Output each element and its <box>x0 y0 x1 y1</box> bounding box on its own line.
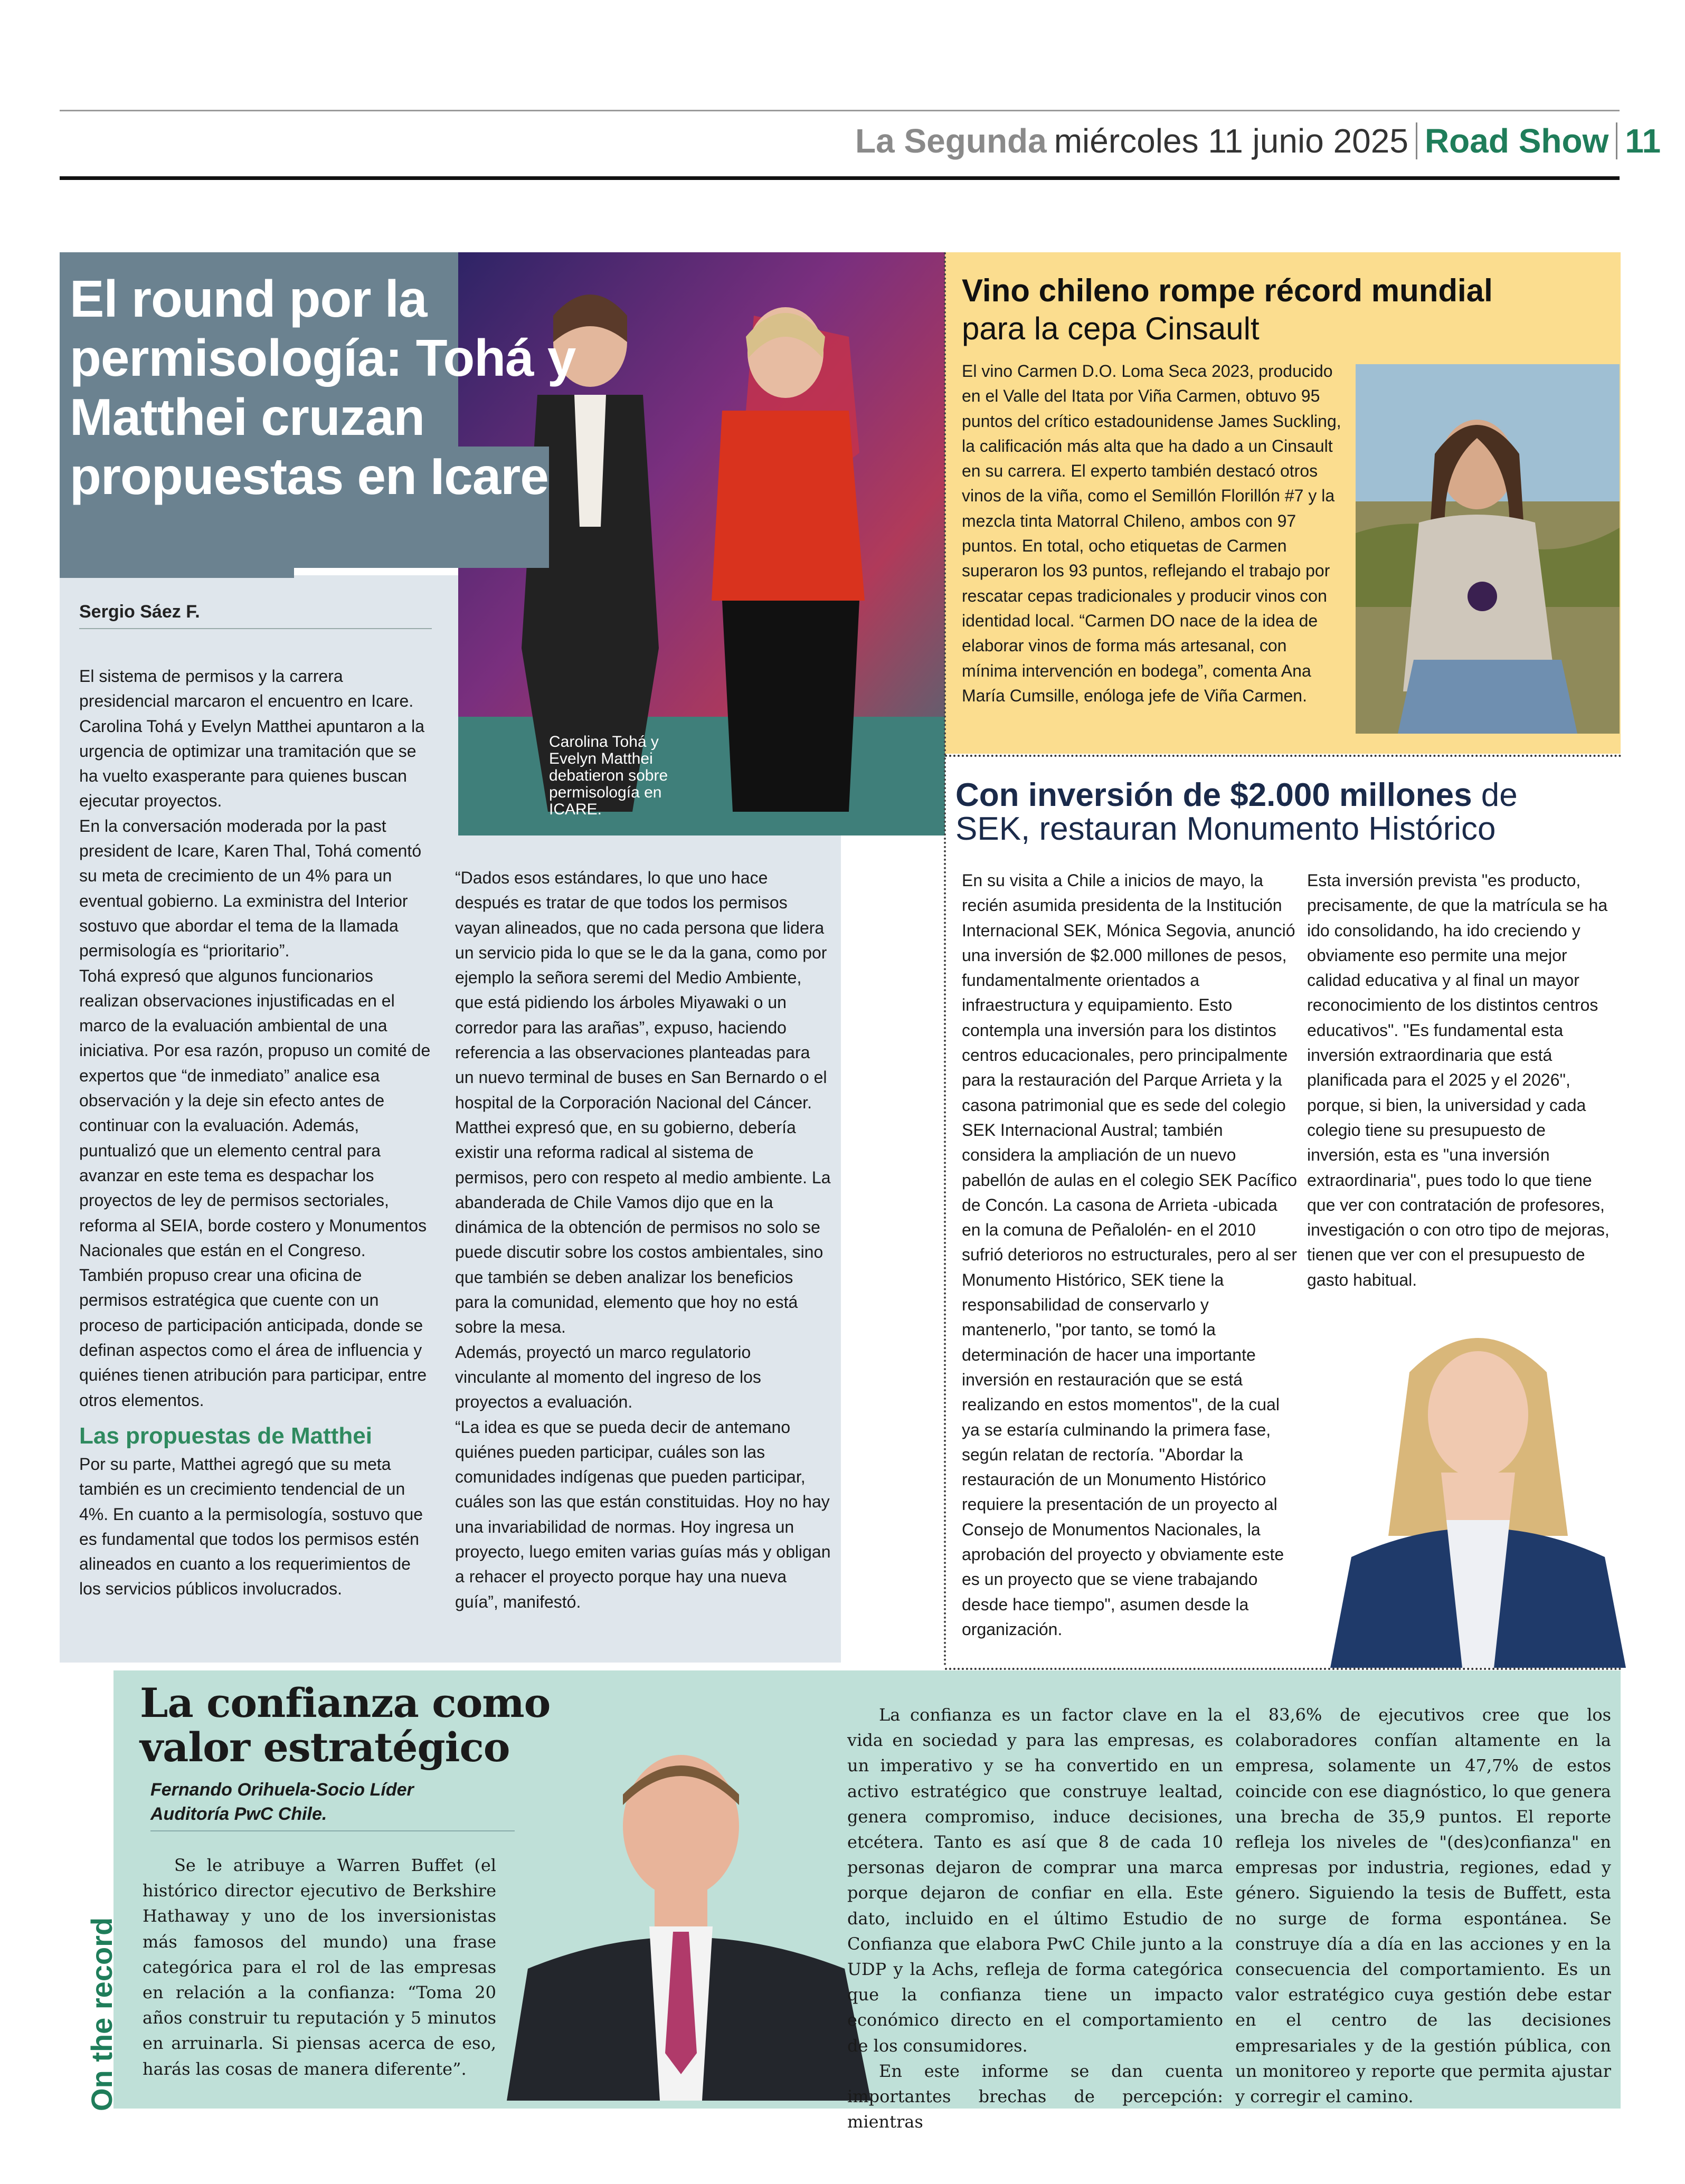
byline-rule <box>79 628 432 629</box>
paragraph: “Dados esos estándares, lo que uno hace después es tratar de que todos los permisos vayan alineados, que no cada persona que lidera un servicio pida lo que se le da la gana, como por ejemplo la señora seremi del Medio Ambiente, que está pidiendo los árboles Miyawaki o un corredor para las arañas”, expuso, haciendo referencia a las observaciones planteadas para un nuevo terminal de buses en San Bernardo o el hospital de la Corporación Nacional del Cáncer. <box>455 868 827 1112</box>
byline: Sergio Sáez F. <box>79 602 200 622</box>
sek-article-title <box>955 778 1621 846</box>
header-bottom-rule <box>60 176 1620 180</box>
photo-fernando-orihuela-illustration <box>507 1715 871 2101</box>
photo-monica-segovia <box>1320 1309 1626 1668</box>
vino-title-bold: Vino chileno rompe récord mundial <box>962 273 1493 308</box>
section-name: Road Show <box>1424 122 1609 160</box>
dotted-divider-vertical <box>944 252 946 1667</box>
author-rule <box>150 1830 515 1831</box>
article-title: El round por la permisología: Tohá y Matthei cruzan propuestas en Icare <box>70 270 576 505</box>
issue-date: miércoles 11 junio 2025 <box>1054 122 1408 160</box>
dotted-divider-horizontal <box>945 755 1622 757</box>
sek-title-regular-2: SEK, restauran Monumento Histórico <box>955 811 1496 847</box>
paragraph: Además, proyectó un marco regulatorio vinculante al momento del ingreso de los proyectos a evaluación. <box>455 1342 761 1412</box>
section-label-vertical <box>74 1900 121 2111</box>
sek-article-column-2: Esta inversión prevista "es producto, precisamente, de que la matrícula se ha ido consolidando, ha ido creciendo y obviamente eso permite una mejor calidad educativa y al final un mayor reconocimiento de los distintos centros educativos". "Es fundamental esta inversión extraordinaria que está planificada para el 2025 y el 2026", porque, si bien, la universidad y cada colegio tiene su presupuesto de inversión, esta es "una inversión extraordinaria", pues todo lo que tiene que ver con contratación de profesores, investigación o con otro tipo de mejoras, tienen que ver con el presupuesto de gasto habitual. <box>1307 871 1610 1289</box>
paragraph: La confianza es un factor clave en la vida en sociedad y para las empresas, es un imperativo y se ha convertido en un activo estratégico que construye lealtad, genera compromiso, induce decisiones, etcétera. Tanto es así que 8 de cada 10 personas dejaron de comprar una marca porque dejaron de confiar en ella. Este dato, incluido en el último Estudio de Confianza que elabora PwC Chile junto a la UDP y la Achs, refleja de forma categórica que la confianza tiene un impacto económico directo en el comportamiento de los consumidores. <box>847 1705 1223 2056</box>
subhead: Las propuestas de Matthei <box>79 1422 373 1449</box>
photo-winemaker-illustration <box>1356 364 1620 734</box>
vino-title-regular: para la cepa Cinsault <box>962 311 1260 346</box>
sek-article-column-1: En su visita a Chile a inicios de mayo, la recién asumida presidenta de la Institución Internacional SEK, Mónica Segovia, anunció una inversión de $2.000 millones de pesos, fundamentalmente orientados a infraestructura y equipamiento. Esto contempla una inversión para los distintos centros educacionales, pero principalmente para la restauración del Parque Arrieta y la casona patrimonial que es sede del colegio SEK Internacional Austral; también considera la ampliación de un nuevo pabellón de aulas en el colegio SEK Pacífico de Concón. La casona de Arrieta -ubicada en la comuna de Peñalolén- en el 2010 sufrió deterioros no estructurales, pero al ser Monumento Histórico, SEK tiene la responsabilidad de conservarlo y mantenerlo, "por tanto, se tomó la determinación de hacer una importante inversión en restauración que se está realizando en estos momentos", de la cual ya se estaría culminando la primera fase, según relatan de rectoría. "Abordar la restauración de un Monumento Histórico requiere la presentación de un proyecto al Consejo de Monumentos Nacionales, la aprobación del proyecto y obviamente este es un proyecto que se viene trabajando desde hace tiempo", asumen desde la organización. <box>962 871 1298 1639</box>
paragraph: En este informe se dan cuenta importantes brechas de percepción: mientras <box>847 2060 1223 2132</box>
photo-caption: Carolina Tohá y Evelyn Matthei debatieron sobre permisología en ICARE. <box>549 733 668 818</box>
page-header <box>855 117 1661 165</box>
sek-title-regular-1: de <box>1481 777 1518 813</box>
opinion-author: Fernando Orihuela-Socio Líder Auditoría PwC Chile. <box>150 1780 414 1824</box>
opinion-column-1: Se le atribuye a Warren Buffet (el histórico director ejecutivo de Berkshire Hathaway y uno de los inversionistas más famosos del mundo) una frase categórica para el rol de las empresas en relación a la confianza: “Toma 20 años construir tu reputación y 5 minutos en arruinarla. Si piensas acerca de eso, harás las cosas de manera diferente”. <box>143 1855 496 2079</box>
paragraph: Matthei expresó que, en su gobierno, debería existir una reforma radical al sistema de permisos, pero con respeto al medio ambiente. La abanderada de Chile Vamos dijo que en la dinámica de la obtención de permisos no solo se puede discutir sobre los costos ambientales, sino que también se deben analizar los beneficios para la comunidad, elemento que hoy no está sobre la mesa. <box>455 1117 831 1337</box>
section-label-text: On the record <box>85 1917 118 2111</box>
opinion-column-2 <box>847 1702 1223 2134</box>
header-separator <box>1416 122 1417 159</box>
title-box-tail <box>60 528 294 578</box>
dotted-divider-bottom <box>945 1668 1622 1670</box>
photo-fernando-orihuela <box>507 1715 871 2101</box>
sek-title-bold: Con inversión de $2.000 millones <box>955 777 1472 813</box>
left-article-column-1 <box>79 664 434 1602</box>
page-number: 11 <box>1625 122 1661 160</box>
vino-article-title <box>962 272 1595 348</box>
photo-monica-segovia-illustration <box>1320 1309 1626 1668</box>
paragraph: “La idea es que se pueda decir de antemano quiénes pueden participar, cuáles son las comunidades indígenas que pueden participar, cuáles son las que están constituidas. Hoy no hay una invariabilidad de normas. Hoy ingresa un proyecto, luego emiten varias guías más y obligan a rehacer el proyecto porque hay una nueva guía”, manifestó. <box>455 1417 831 1611</box>
left-article-column-2 <box>455 866 831 1615</box>
paragraph: También propuso crear una oficina de permisos estratégica que cuente con un proceso de participación anticipada, donde se definan aspectos como el área de influencia y quiénes tienen atribución para participar, entre otros elementos. <box>79 1266 427 1410</box>
publication-name: La Segunda <box>855 122 1047 160</box>
paragraph: El sistema de permisos y la carrera presidencial marcaron el encuentro en Icare. Carolina Tohá y Evelyn Matthei apuntaron a la urgencia de optimizar una tramitación que se ha vuelto exasperante para quienes buscan ejecutar proyectos. <box>79 667 425 811</box>
photo-winemaker <box>1356 364 1620 734</box>
opinion-title: La confianza como valor estratégico <box>140 1679 551 1771</box>
vino-article-body: El vino Carmen D.O. Loma Seca 2023, producido en el Valle del Itata por Viña Carmen, obtuvo 95 puntos del crítico estadounidense James Suckling, la calificación más alta que ha dado a un Cinsault en su carrera. El experto también destacó otros vinos de la viña, como el Semillón Florillón #7 y la mezcla tinta Matorral Chileno, ambos con 97 puntos. En total, ocho etiquetas de Carmen superaron los 93 puntos, reflejando el trabajo por rescatar cepas tradicionales y producir vinos con identidad local. “Carmen DO nace de la idea de elaborar vinos de forma más artesanal, con mínima intervención en bodega”, comenta Ana María Cumsille, enóloga jefe de Viña Carmen. <box>962 362 1341 705</box>
header-top-rule <box>60 110 1620 111</box>
paragraph: Tohá expresó que algunos funcionarios realizan observaciones injustificadas en el marco de la evaluación ambiental de una iniciativa. Por esa razón, propuso un comité de expertos que “de inmediato” analice esa observación y la deje sin efecto antes de continuar con la evaluación. Además, puntualizó que un elemento central para avanzar en este tema es despachar los proyectos de ley de permisos sectoriales, reforma al SEIA, borde costero y Monumentos Nacionales que están en el Congreso. <box>79 966 431 1260</box>
paragraph: Por su parte, Matthei agregó que su meta también es un crecimiento tendencial de un 4%. En cuanto a la permisología, sostuvo que es fundamental que todos los permisos estén alineados en cuanto a los requerimientos de los servicios públicos involucrados. <box>79 1454 423 1599</box>
header-separator-2 <box>1616 122 1617 159</box>
opinion-column-3: el 83,6% de ejecutivos cree que los colaboradores confían altamente en la empresa, solamente un 47,7% de estos coincide con ese diagnóstico, lo que genera una brecha de 35,9 puntos. El reporte refleja los niveles de "(des)confianza" en empresas por industria, regiones, edad y género. Siguiendo la tesis de Buffett, esta no surge de forma espontánea. Se construye día a día en las acciones y en la consecuencia del comportamiento. Es un valor estratégico cuya gestión debe estar en el centro de las decisiones empresariales y de la gestión pública, con un monitoreo y reporte que permita ajustar y corregir el camino. <box>1235 1705 1611 2107</box>
paragraph: En la conversación moderada por la past president de Icare, Karen Thal, Tohá comentó su meta de crecimiento de un 4% para un eventual gobierno. La exministra del Interior sostuvo que abordar el tema de la llamada permisología es “prioritario”. <box>79 816 422 961</box>
